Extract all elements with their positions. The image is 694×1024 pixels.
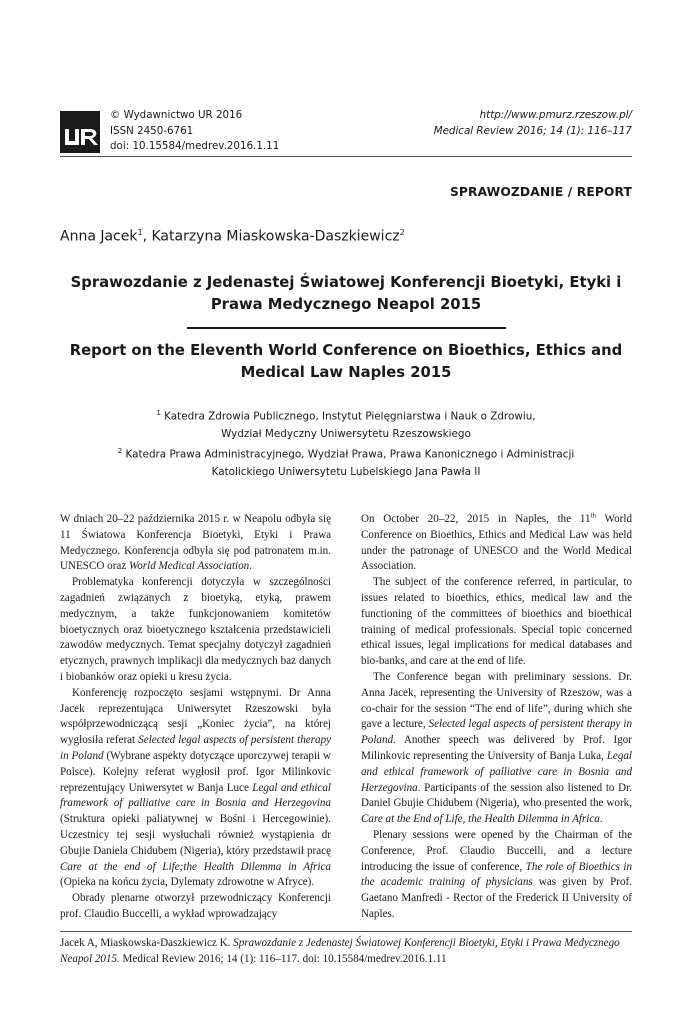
pl-paragraph-2: Problematyka konferencji dotyczyła w szczególności zagadnień związanych z bioetyką, etyką, prawem medycznym, a także funkcjonowaniem komitetów bioetycznych oraz bioetycznego kształcenia przedstawicieli zawodów medycznych. Temat specjalny dotyczył zagadnień etycznych, prawnych implikacji dla medycznych baz danych i biobanków oraz opieki u kresu życia.	[60, 576, 331, 683]
issn: ISSN 2450-6761	[110, 124, 194, 137]
affiliation-1-text: Katedra Zdrowia Publicznego, Instytut Pielęgniarstwa i Nauk o Zdrowiu,	[160, 410, 536, 423]
en-paragraph-4: Plenary sessions were opened by the Chairman of the Conference, Prof. Claudio Buccelli, and a lecture introducing the issue of conference, The role of Bioethics in the academic training of physicians was given by Prof. Gaetano Manfredi - Rector of the Frederick II University of Naples.	[361, 828, 633, 920]
author-2: Katarzyna Miaskowska-Daszkiewicz	[151, 228, 400, 245]
header-divider	[60, 156, 632, 157]
affiliation-1-line-2: Wydział Medyczny Uniwersytetu Rzeszowskiego	[221, 427, 471, 440]
affiliations	[60, 405, 632, 482]
authors	[60, 228, 405, 245]
title-polish: Sprawozdanie z Jedenastej Światowej Konferencji Bioetyki, Etyki i Prawa Medycznego Neapol 2015	[70, 274, 622, 313]
journal-url[interactable]: http://www.pmurz.rzeszow.pl/	[479, 109, 632, 121]
affiliation-1-line-1	[60, 405, 632, 426]
author-2-affiliation-mark: 2	[399, 228, 405, 237]
pl-paragraph-3: Konferencję rozpoczęto sesjami wstępnymi. Dr Anna Jacek reprezentująca Uniwersytet Rzeszowski była współprzewodniczącą sesji „Koniec życia”, na której wygłosiła referat Selected legal aspects of persistent therapy in Poland (Wybrane aspekty dotyczące uporczywej terapii w Polsce). Kolejny referat wygłosił prof. Igor Milinkovic reprezentujący Uniwersytet w Banja Luce Legal and ethical framework of palliative care in Bosnia and Herzegovina (Struktura opieki paliatywnej w Bośni i Hercegowinie). Uczestnicy tej sesji wysłuchali również wystąpienia dr Gbujie Daniela Chidubem (Nigeria), który przedstawił pracę Care at the end of Life;the Health Dilemma in Africa (Opieka na końcu życia, Dylematy zdrowotne w Afryce).	[60, 686, 331, 889]
section-label: SPRAWOZDANIE / REPORT	[449, 185, 632, 199]
polish-column	[60, 512, 331, 923]
ur-logo-icon	[60, 111, 100, 153]
pl-paragraph-4: Obrady plenarne otworzył przewodniczący Konferencji prof. Claudio Buccelli, a wykład wprowadzający	[60, 892, 331, 920]
affiliation-2-text: Katedra Prawa Administracyjnego, Wydział Prawa, Prawa Kanonicznego i Administracji	[122, 448, 575, 461]
en-paragraph-3: The Conference began with preliminary sessions. Dr. Anna Jacek, representing the University of Rzeszow, was a co-chair for the session “The end of life”, during which she gave a lecture, Selected legal aspects of persistent therapy in Poland. Another speech was delivered by Prof. Igor Milinkovic representing the University of Banja Luka, Legal and ethical framework of palliative care in Bosnia and Herzegovina. Participants of the session also listened to Dr. Daniel Gbujie Chidubem (Nigeria), who presented the work, Care at the End of Life, the Health Dilemma in Africa.	[361, 670, 632, 826]
footer-divider	[60, 931, 632, 932]
journal-reference: Medical Review 2016; 14 (1): 116–117	[433, 124, 632, 137]
author-separator: ,	[142, 228, 152, 245]
affiliation-2-number: 2	[117, 447, 123, 456]
author-1-affiliation-mark: 1	[137, 228, 143, 237]
affiliation-2-line-2: Katolickiego Uniwersytetu Lubelskiego Jana Pawła II	[211, 466, 481, 479]
en-paragraph-2: The subject of the conference referred, in particular, to issues related to bioethics, ethics, medical law and the functioning of the committees of bioethics and bioethical training of medical professionals. Special topic concerned ethical issues, legal implications for medical databases and bio-banks, and care at the end of life.	[361, 576, 632, 668]
journal-info	[434, 108, 632, 139]
title-english: Report on the Eleventh World Conference on Bioethics, Ethics and Medical Law Naples 2015	[69, 342, 623, 381]
title-divider	[187, 327, 506, 329]
english-column	[361, 512, 632, 923]
affiliation-2-line-1	[60, 443, 632, 464]
citation: Jacek A, Miaskowska-Daszkiewicz K. Sprawozdanie z Jedenastej Światowej Konferencji Bioetyki, Etyki i Prawa Medycznego Neapol 2015. Medical Review 2016; 14 (1): 116–117. doi: 10.15584/medrev.2016.1.11	[60, 937, 620, 965]
author-1: Anna Jacek	[60, 228, 138, 245]
publication-info	[110, 108, 279, 155]
doi: doi: 10.15584/medrev.2016.1.11	[110, 140, 280, 152]
en-paragraph-1: On October 20–22, 2015 in Naples, the 11th World Conference on Bioethics, Ethics and Medical Law was held under the patronage of UNESCO and the World Medical Association.	[361, 511, 632, 573]
copyright: © Wydawnictwo UR 2016	[110, 109, 243, 121]
pl-paragraph-1: W dniach 20–22 października 2015 r. w Neapolu odbyła się 11 Światowa Konferencja Bioetyki, Etyki i Prawa Medycznego. Konferencja odbyła się pod patronatem m.in. UNESCO oraz World Medical Association.	[60, 513, 331, 573]
affiliation-1-number: 1	[156, 409, 161, 417]
